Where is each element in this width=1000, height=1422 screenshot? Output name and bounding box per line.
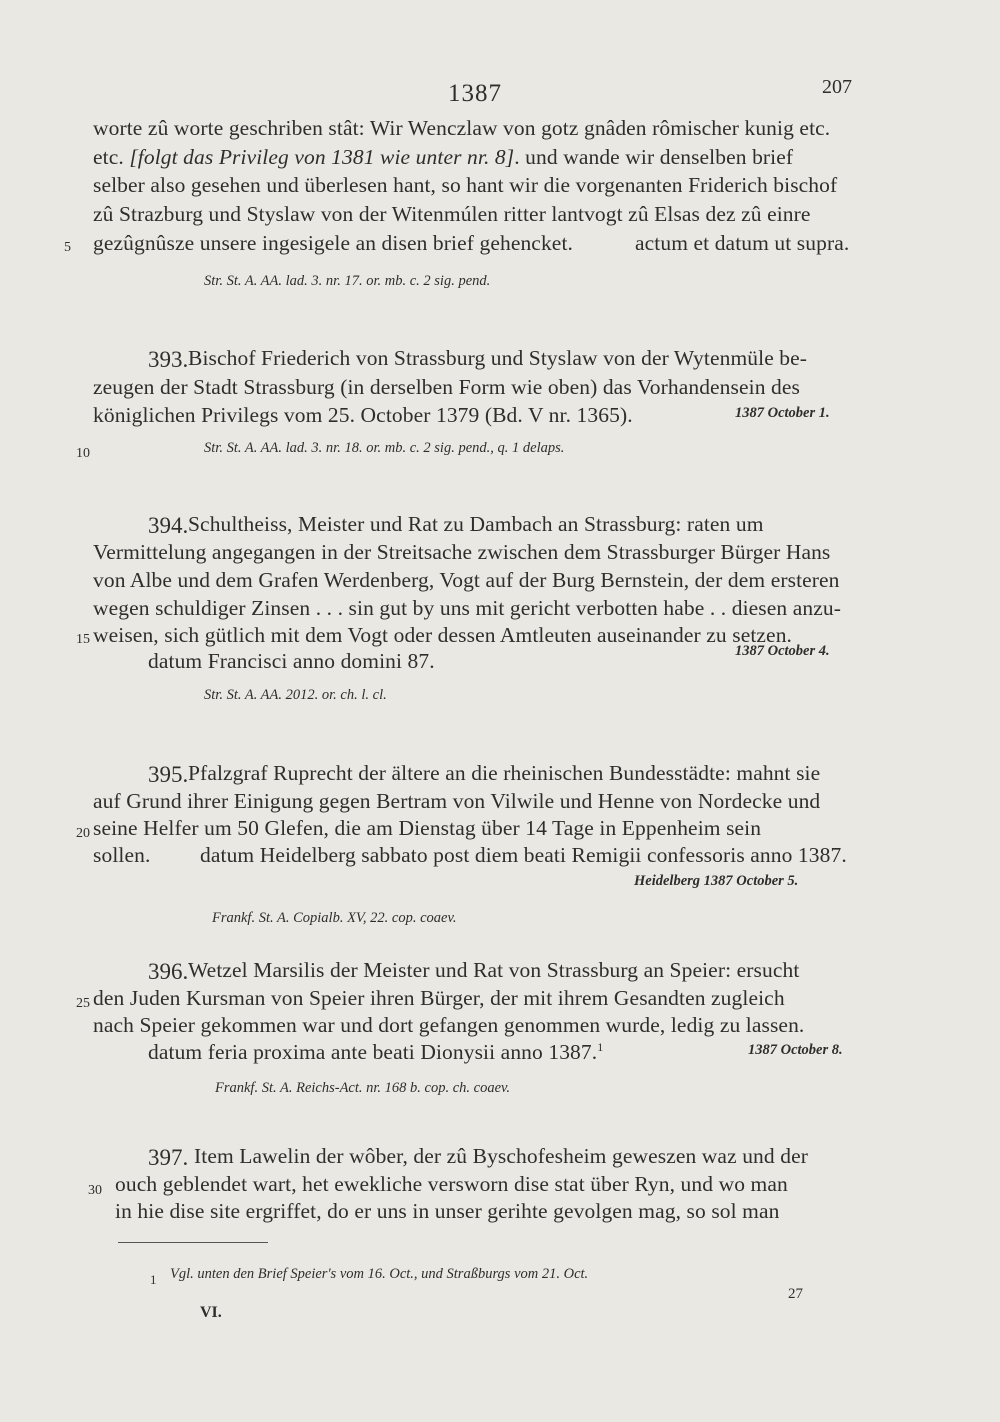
page-number: 207 <box>822 76 852 98</box>
text-line: sollen. <box>93 843 151 867</box>
text-line: seine Helfer um 50 Glefen, die am Dienstag über 14 Tage in Eppenheim sein <box>93 816 762 840</box>
entry-number: 394. <box>148 513 189 538</box>
text-line: Bischof Friederich von Strassburg und Styslaw von der Wytenmüle be- <box>188 346 808 370</box>
source-citation: Str. St. A. AA. lad. 3. nr. 17. or. mb. c. 2 sig. pend. <box>204 273 491 289</box>
entry-number: 396. <box>148 959 189 984</box>
text-line: datum Francisci anno domini 87. <box>148 649 435 673</box>
text-line: weisen, sich gütlich mit dem Vogt oder dessen Amtleuten auseinander zu setzen. <box>93 623 793 647</box>
text-line: nach Speier gekommen war und dort gefangen genommen wurde, ledig zu lassen. <box>93 1013 805 1037</box>
footnote-number: 1 <box>150 1272 157 1287</box>
text-line: von Albe und dem Grafen Werdenberg, Vogt auf der Burg Bernstein, der dem ersteren <box>93 568 840 592</box>
entry-date: Heidelberg 1387 October 5. <box>634 873 799 889</box>
text-line: zeugen der Stadt Strassburg (in derselben Form wie oben) das Vorhandensein des <box>93 375 801 399</box>
text-line: Wetzel Marsilis der Meister und Rat von Strassburg an Speier: ersucht <box>188 958 800 982</box>
sheet-number: 27 <box>788 1286 803 1302</box>
text-line: ouch geblendet wart, het ewekliche versworn dise stat über Ryn, und wo man <box>115 1172 788 1196</box>
footnote-marker: 1 <box>597 1040 604 1054</box>
entry-number: 397. <box>148 1145 189 1170</box>
text-line: etc. [folgt das Privileg von 1381 wie unter nr. 8]. und wande wir denselben brief <box>93 145 794 169</box>
line-number: 30 <box>88 1183 102 1198</box>
text-line: selber also gesehen und überlesen hant, so hant wir die vorgenanten Friderich bischof <box>93 173 838 197</box>
text-line: gezûgnûsze unsere ingesigele an disen brief gehencket. <box>93 231 573 255</box>
running-head-year: 1387 <box>448 80 502 107</box>
line-number: 25 <box>76 996 90 1011</box>
text-line: worte zû worte geschriben stât: Wir Wenczlaw von gotz gnâden rômischer kunig etc. <box>93 116 831 140</box>
entry-date: 1387 October 4. <box>735 643 830 659</box>
source-citation: Frankf. St. A. Copialb. XV, 22. cop. coaev. <box>212 910 457 926</box>
entry-number: 393. <box>148 347 189 372</box>
source-citation: Str. St. A. AA. lad. 3. nr. 18. or. mb. c. 2 sig. pend., q. 1 delaps. <box>204 440 565 456</box>
entry-date: 1387 October 1. <box>735 405 830 421</box>
text-line: actum et datum ut supra. <box>635 231 850 255</box>
source-citation: Frankf. St. A. Reichs-Act. nr. 168 b. cop. ch. coaev. <box>215 1080 511 1096</box>
text-line: den Juden Kursman von Speier ihren Bürger, der mit ihrem Gesandten zugleich <box>93 986 785 1010</box>
text-line: Item Lawelin der wôber, der zû Byschofesheim geweszen waz und der <box>194 1144 808 1168</box>
text-line: königlichen Privilegs vom 25. October 1379 (Bd. V nr. 1365). <box>93 403 633 427</box>
text-line: datum Heidelberg sabbato post diem beati Remigii confessoris anno 1387. <box>200 843 847 867</box>
footnote-text: Vgl. unten den Brief Speier's vom 16. Oct., und Straßburgs vom 21. Oct. <box>170 1266 589 1282</box>
line-number: 15 <box>76 632 90 647</box>
entry-number: 395. <box>148 762 189 787</box>
footnote-rule <box>118 1242 268 1243</box>
text-line: auf Grund ihrer Einigung gegen Bertram von Vilwile und Henne von Nordecke und <box>93 789 821 813</box>
line-number: 20 <box>76 826 90 841</box>
line-number: 5 <box>64 240 71 255</box>
text-line: Pfalzgraf Ruprecht der ältere an die rheinischen Bundesstädte: mahnt sie <box>188 761 821 785</box>
text-line: Schultheiss, Meister und Rat zu Dambach an Strassburg: raten um <box>188 512 764 536</box>
text-line: datum feria proxima ante beati Dionysii anno 1387.$^1$ <box>148 1040 604 1065</box>
entry-date: 1387 October 8. <box>748 1042 843 1058</box>
line-number: 10 <box>76 446 90 461</box>
text-line: in hie dise site ergriffet, do er uns in unser gerihte gevolgen mag, so sol man <box>115 1199 780 1223</box>
source-citation: Str. St. A. AA. 2012. or. ch. l. cl. <box>204 687 387 703</box>
text-line: zû Strazburg und Styslaw von der Witenmúlen ritter lantvogt zû Elsas dez zû einre <box>93 202 811 226</box>
signature-mark: VI. <box>200 1304 222 1321</box>
text-line: wegen schuldiger Zinsen . . . sin gut by uns mit gericht verbotten habe . . diesen anzu- <box>93 596 841 620</box>
text-line: Vermittelung angegangen in der Streitsache zwischen dem Strassburger Bürger Hans <box>93 540 831 564</box>
